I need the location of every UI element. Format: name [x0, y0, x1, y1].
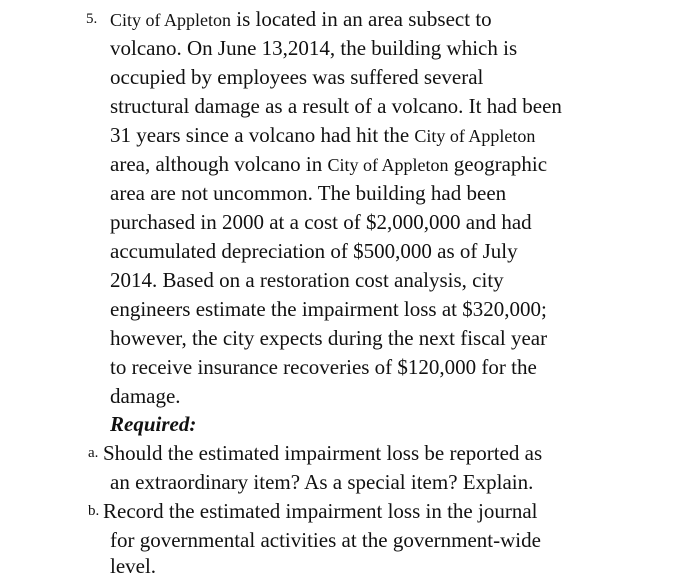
- problem-line: City of Appleton is located in an area subsect to: [110, 7, 492, 31]
- item-b-line: for governmental activities at the government-wide: [110, 528, 541, 552]
- problem-line: purchased in 2000 at a cost of $2,000,000 and had: [110, 210, 532, 234]
- problem-number: 5.: [86, 11, 98, 27]
- problem-line: accumulated depreciation of $500,000 as of July: [110, 239, 518, 263]
- problem-line: damage.: [110, 384, 181, 408]
- problem-line: occupied by employees was suffered several: [110, 65, 484, 89]
- item-marker-b: b.: [88, 503, 100, 519]
- item-a-line: an extraordinary item? As a special item? Explain.: [110, 470, 534, 494]
- problem-line: area are not uncommon. The building had been: [110, 181, 507, 205]
- city-name: City of Appleton: [110, 10, 231, 30]
- problem-line: volcano. On June 13,2014, the building which is: [110, 36, 518, 60]
- problem-line: 31 years since a volcano had hit the City of Appleton: [110, 123, 536, 147]
- item-marker-a: a.: [88, 445, 99, 461]
- city-name: City of Appleton: [414, 126, 536, 146]
- problem-line: to receive insurance recoveries of $120,000 for the: [110, 355, 537, 379]
- problem-line: engineers estimate the impairment loss at $320,000;: [110, 297, 547, 321]
- problem-line: however, the city expects during the next fiscal year: [110, 326, 548, 350]
- problem-line: area, although volcano in City of Appleton geographic: [110, 152, 548, 176]
- city-name: City of Appleton: [327, 155, 449, 175]
- item-b-line: Record the estimated impairment loss in the journal: [103, 499, 538, 523]
- problem-line: 2014. Based on a restoration cost analysis, city: [110, 268, 504, 292]
- required-heading: Required:: [110, 412, 197, 436]
- problem-line: structural damage as a result of a volcano. It had been: [110, 94, 562, 118]
- item-b-line: level.: [110, 554, 157, 578]
- item-a-line: Should the estimated impairment loss be reported as: [103, 441, 543, 465]
